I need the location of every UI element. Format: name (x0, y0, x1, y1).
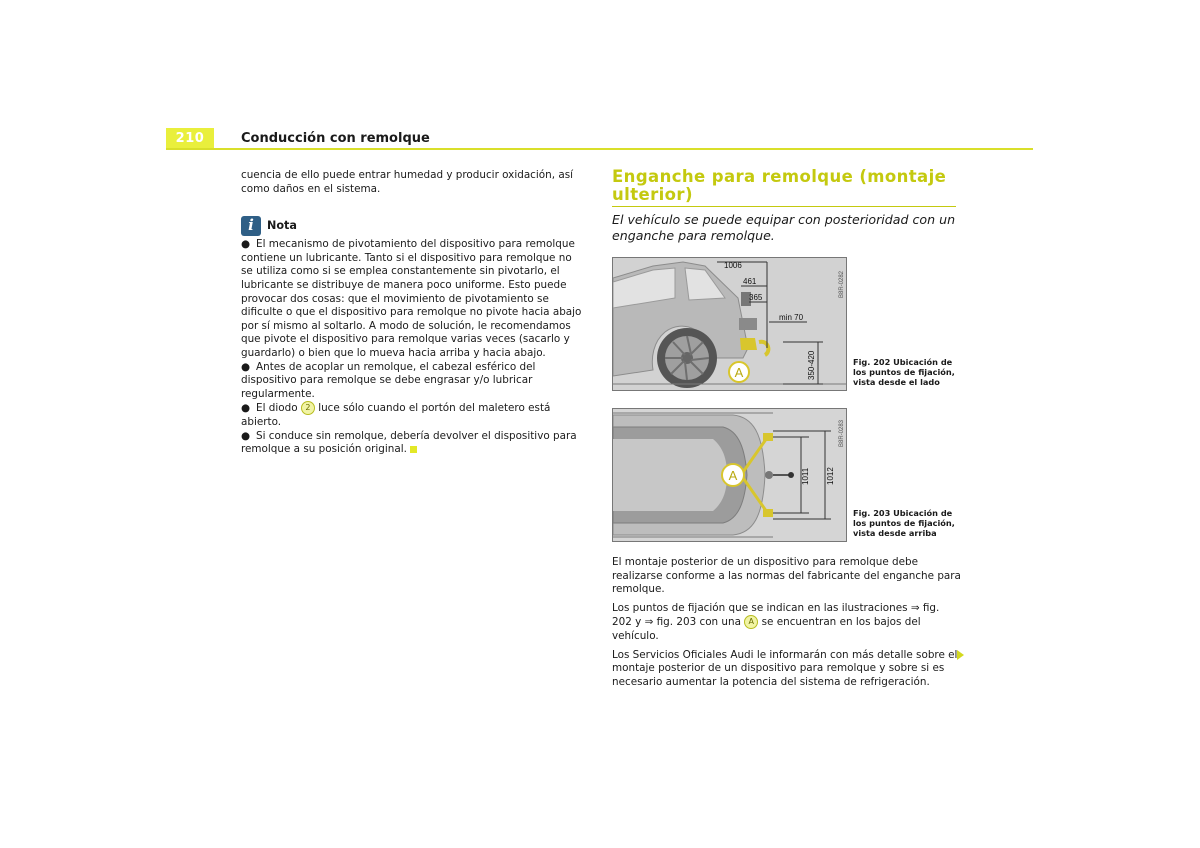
bullet-text: Antes de acoplar un remolque, el cabezal esférico del dispositivo para remolque se debe engrasar y/o lubricar regularmente. (241, 360, 536, 400)
bullet-icon: ● (241, 238, 251, 251)
page-number: 210 (166, 128, 214, 149)
section-title: Conducción con remolque (241, 131, 430, 146)
note-label: Nota (267, 219, 297, 233)
left-column (241, 169, 586, 457)
diode-number-icon: 2 (301, 401, 315, 415)
figure-side-view (612, 257, 847, 391)
bullet-text: luce sólo cuando el portón del maletero está abierto. (241, 402, 551, 428)
paragraph: El montaje posterior de un dispositivo para remolque debe realizarse conforme a las normas del fabricante del enganche para remolque. (612, 556, 961, 596)
dimension-label: 1006 (724, 261, 742, 270)
bullet-icon: ● (241, 360, 251, 373)
dimension-label: 461 (743, 277, 757, 286)
right-body (612, 556, 962, 694)
note-header (241, 216, 586, 236)
bullet-text: Si conduce sin remolque, debería devolver el dispositivo para remolque a su posición original. (241, 429, 577, 456)
bullet-icon: ● (241, 402, 251, 415)
figure-caption: Fig. 203 Ubicación de los puntos de fijación, vista desde arriba (853, 508, 955, 538)
continuation-paragraph: cuencia de ello puede entrar humedad y producir oxidación, así como daños en el sistema. (241, 169, 573, 195)
note-bullet (241, 401, 586, 429)
paragraph-text: se encuentran en los bajos del vehículo. (612, 616, 921, 642)
bullet-text: El diodo (256, 402, 298, 415)
marker-a-label: A (734, 365, 744, 380)
paragraph: Los Servicios Oficiales Audi le informarán con más detalle sobre el montaje posterior de un dispositivo para remolque y sobre si es necesario aumentar la potencia del sistema de refrigeración. (612, 648, 958, 688)
figure-top-view (612, 408, 847, 542)
note-bullet (241, 361, 586, 402)
figure-code: B8R-0282 (839, 270, 845, 298)
figure-code: B8R-0283 (839, 419, 845, 447)
header-rule (166, 148, 1033, 150)
paragraph (612, 602, 962, 644)
dimension-label: 365 (749, 293, 763, 302)
figure-caption: Fig. 202 Ubicación de los puntos de fijación, vista desde el lado (853, 357, 955, 387)
marker-a-label: A (728, 468, 738, 483)
dimension-label: 1011 (801, 467, 810, 485)
continue-arrow-icon (957, 650, 964, 660)
note-bullet (241, 430, 586, 457)
section-heading: Enganche para remolque (montaje ulterior) (612, 167, 947, 204)
info-icon: i (241, 216, 261, 236)
intro-text: El vehículo se puede equipar con posterioridad con un enganche para remolque. (612, 212, 956, 243)
marker-a-icon: A (744, 615, 758, 629)
side-view-illustration (613, 258, 846, 390)
bullet-text: El mecanismo de pivotamiento del dispositivo para remolque contiene un lubricante. Tanto si el dispositivo para remolque no se utiliza como si se emplea constantemente sin pivotarlo, el lubricante se distribuye de manera poco uniforme. Esto puede provocar dos cosas: que el movimiento de pivotamiento se dificulte o que el dispositivo para remolque no pivote hacia abajo por sí mismo al soltarlo. A modo de solución, le recomendamos que pivote el dispositivo para remolque varias veces (sacarlo y guardarlo) o bien que lo mueva hacia arriba y hacia abajo. (241, 238, 582, 359)
bullet-icon: ● (241, 429, 251, 442)
dimension-label: 350-420 (807, 350, 816, 380)
paragraph-text: Los puntos de fijación que se indican en las ilustraciones ⇒ fig. 202 y ⇒ fig. 203 con una (612, 601, 940, 629)
dimension-label: 1012 (826, 467, 835, 485)
end-of-section-icon (410, 446, 417, 453)
top-view-illustration (613, 409, 846, 541)
dimension-label: min 70 (779, 313, 804, 322)
note-bullet (241, 238, 586, 360)
heading-rule (612, 206, 956, 207)
